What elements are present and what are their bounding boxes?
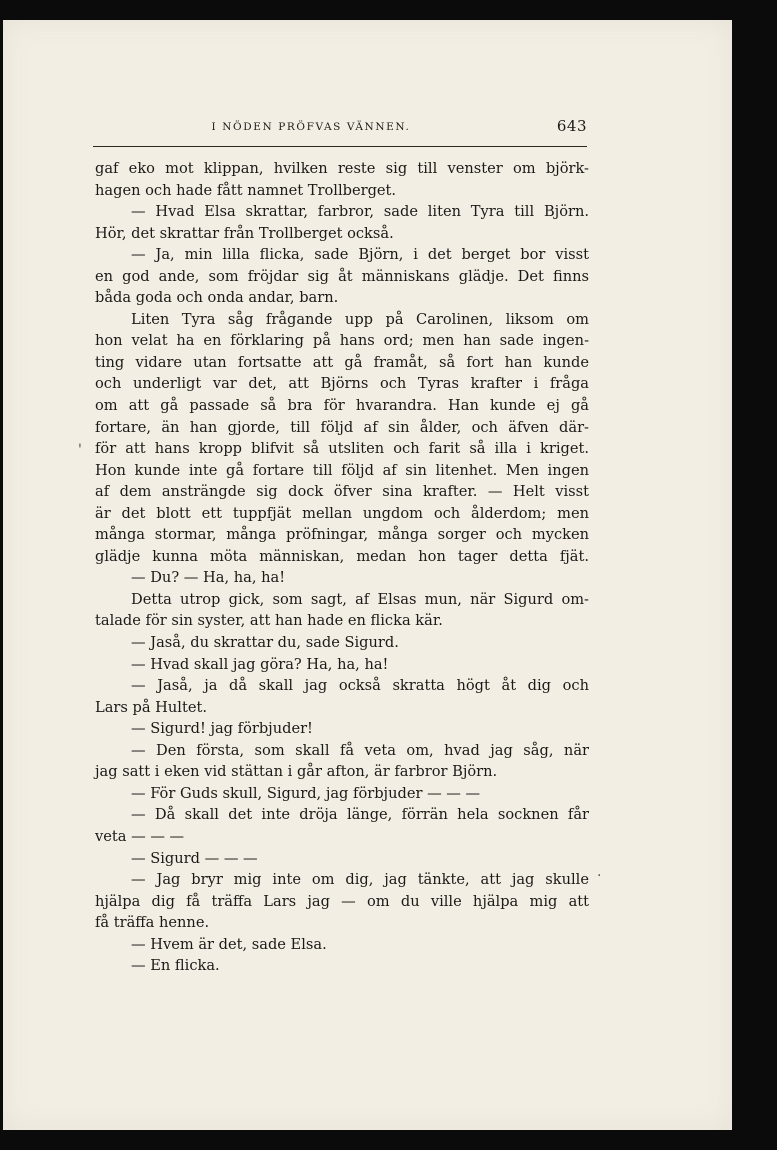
text-line: hjälpa dig få träffa Lars jag — om du ville hjälpa mig att: [95, 892, 589, 910]
text-line: Hon kunde inte gå fortare till följd af sin litenhet. Men ingen: [95, 461, 589, 479]
text-line: — Den första, som skall få veta om, hvad jag såg, när: [131, 741, 589, 759]
text-line: hagen och hade fått namnet Trollberget.: [95, 181, 397, 199]
text-line: jag satt i eken vid stättan i går afton, är farbror Björn.: [95, 763, 498, 781]
text-line: — Sigurd! jag förbjuder!: [131, 720, 313, 738]
text-line: och underligt var det, att Björns och Tyras krafter i fråga: [95, 375, 589, 393]
text-line: få träffa henne.: [95, 914, 210, 932]
text-line: är det blott ett tuppfjät mellan ungdom och ålderdom; men: [95, 504, 589, 522]
text-line: om att gå passade så bra för hvarandra. Han kunde ej gå: [95, 397, 589, 415]
text-line: Hör, det skrattar från Trollberget också.: [95, 224, 394, 242]
margin-mark-left: ': [78, 442, 82, 458]
text-line: — Hvad Elsa skrattar, farbror, sade liten Tyra till Björn.: [131, 203, 589, 221]
text-line: — Jag bryr mig inte om dig, jag tänkte, att jag skulle: [131, 871, 589, 889]
text-line: en god ande, som fröjdar sig åt människans glädje. Det finns: [95, 267, 589, 285]
text-line: för att hans kropp blifvit så utsliten och farit så illa i kriget.: [95, 440, 589, 458]
text-line: Lars på Hultet.: [95, 698, 207, 716]
text-line: Liten Tyra såg frågande upp på Carolinen, liksom om: [131, 310, 589, 328]
text-line: — Hvad skall jag göra? Ha, ha, ha!: [131, 655, 389, 673]
text-line: Detta utrop gick, som sagt, af Elsas mun, när Sigurd om-: [131, 590, 589, 608]
header-rule: [93, 146, 587, 147]
text-line: — Jaså, du skrattar du, sade Sigurd.: [131, 634, 399, 652]
text-line: — Sigurd — — —: [131, 849, 258, 867]
text-line: — Ja, min lilla flicka, sade Björn, i det berget bor visst: [131, 246, 589, 264]
text-line: — Du? — Ha, ha, ha!: [131, 569, 286, 587]
text-line: många stormar, många pröfningar, många sorger och mycken: [95, 526, 589, 544]
text-line: båda goda och onda andar, barn.: [95, 289, 339, 307]
running-head-title: I NÖDEN PRÖFVAS VÄNNEN.: [211, 121, 411, 133]
text-line: ting vidare utan fortsatte att gå framåt, så fort han kunde: [95, 353, 589, 371]
text-line: hon velat ha en förklaring på hans ord; men han sade ingen-: [95, 332, 589, 350]
body-text: [95, 158, 589, 977]
text-line: — Jaså, ja då skall jag också skratta högt åt dig och: [131, 677, 589, 695]
text-line: talade för sin syster, att han hade en flicka kär.: [95, 612, 443, 630]
text-line: fortare, än han gjorde, till följd af sin ålder, och äfven där-: [95, 418, 589, 436]
text-line: veta — — —: [95, 827, 185, 845]
text-line: gaf eko mot klippan, hvilken reste sig till venster om björk-: [95, 160, 589, 177]
page-number: 643: [556, 117, 587, 135]
text-line: — För Guds skull, Sigurd, jag förbjuder — — —: [131, 784, 481, 802]
running-head: [93, 117, 589, 139]
text-line: — Då skall det inte dröja länge, förrän hela socknen får: [131, 806, 589, 824]
text-line: — En flicka.: [131, 957, 220, 975]
text-line: af dem ansträngde sig dock öfver sina krafter. — Helt visst: [95, 483, 589, 501]
text-line: glädje kunna möta människan, medan hon tager detta fjät.: [95, 547, 589, 565]
margin-mark-right: ·: [597, 868, 602, 884]
text-line: — Hvem är det, sade Elsa.: [131, 935, 327, 953]
